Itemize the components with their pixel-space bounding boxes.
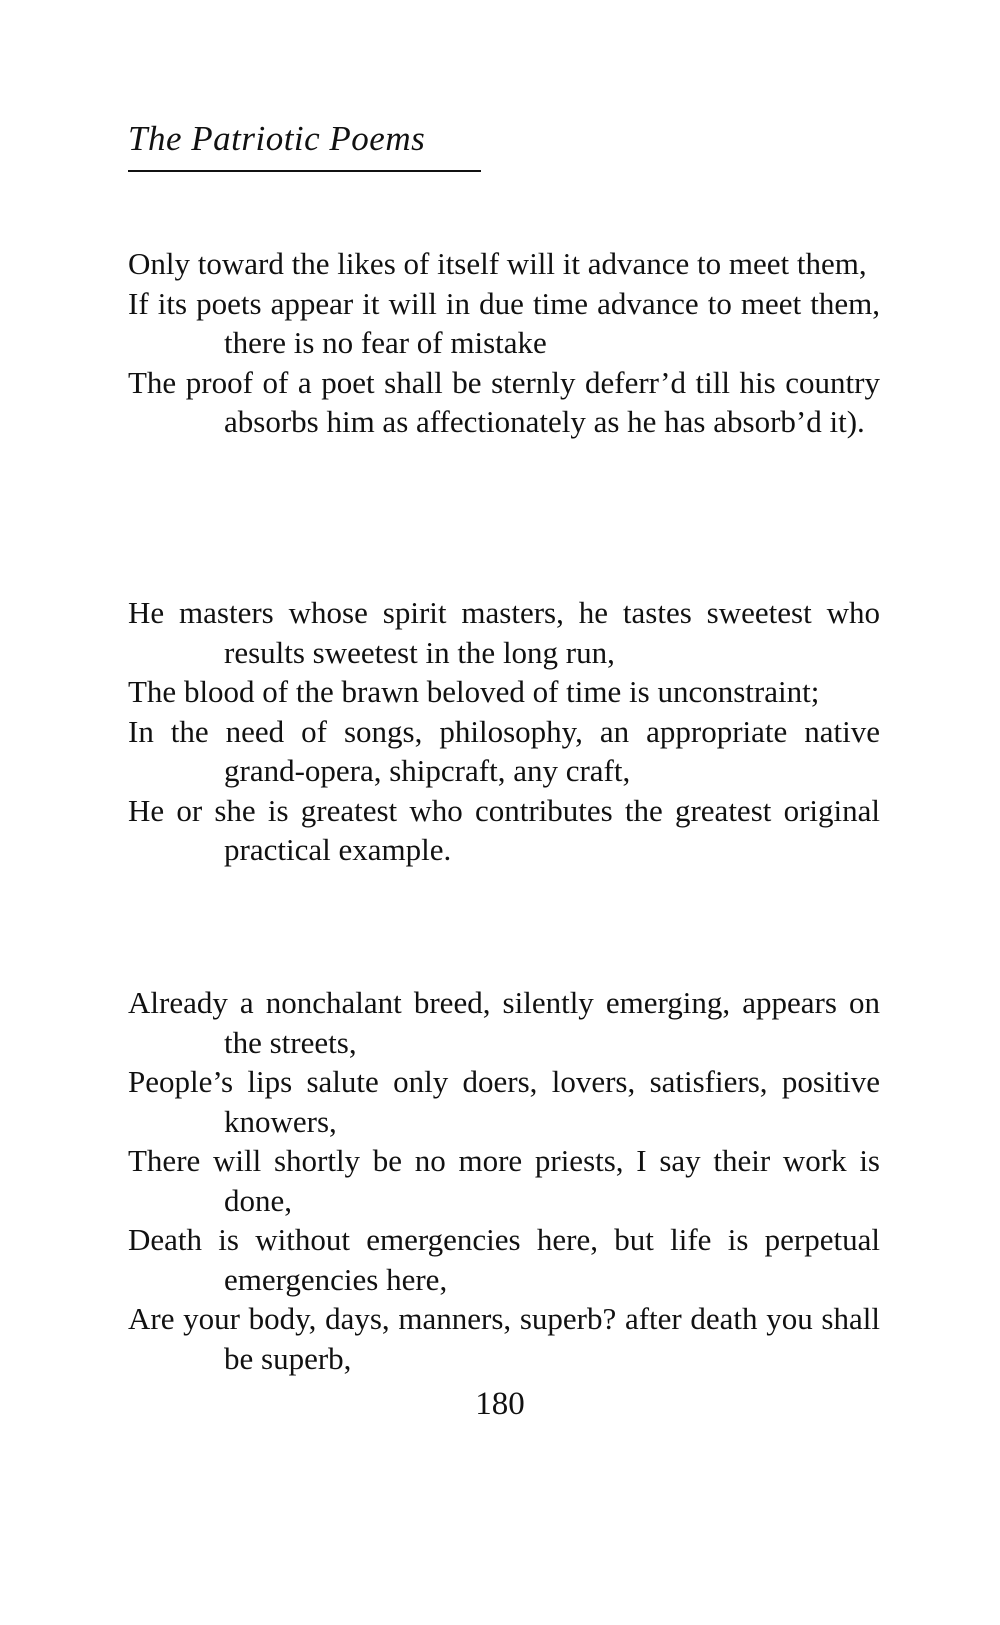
verse-line: In the need of songs, philosophy, an appropriate native grand-opera, shipcraft, any craft, xyxy=(128,713,880,788)
stanza-2 xyxy=(128,593,880,870)
verse-line: He or she is greatest who contributes the greatest original practical example. xyxy=(128,792,880,867)
stanza-3 xyxy=(128,983,880,1378)
verse-line: Are your body, days, manners, superb? after death you shall be superb, xyxy=(128,1301,880,1376)
stanza-1 xyxy=(128,244,880,442)
verse-line: He masters whose spirit masters, he tastes sweetest who results sweetest in the long run, xyxy=(128,595,880,670)
verse-line: Already a nonchalant breed, silently emerging, appears on the streets, xyxy=(128,985,880,1060)
verse-line: There will shortly be no more priests, I say their work is done, xyxy=(128,1143,880,1218)
page-number: 180 xyxy=(475,1386,525,1422)
verse-line: People’s lips salute only doers, lovers, satisfiers, positive knowers, xyxy=(128,1064,880,1139)
verse-line: Only toward the likes of itself will it advance to meet them, xyxy=(128,246,867,281)
running-head: The Patriotic Poems xyxy=(128,119,426,158)
verse-line: The proof of a poet shall be sternly deferr’d till his country absorbs him as affectionately as he has absorb’d it). xyxy=(128,364,880,439)
running-head-rule xyxy=(128,170,481,172)
verse-line: The blood of the brawn beloved of time is unconstraint; xyxy=(128,674,820,709)
verse-line: If its poets appear it will in due time advance to meet them, there is no fear of mistake xyxy=(128,285,880,360)
verse-line: Death is without emergencies here, but life is perpetual emergencies here, xyxy=(128,1222,880,1297)
